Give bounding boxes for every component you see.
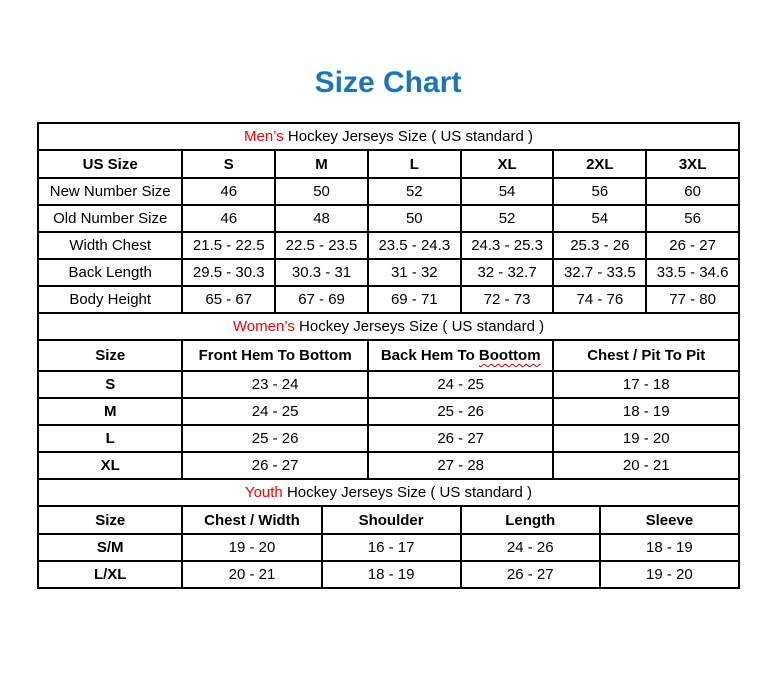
size-value-cell: 69 - 71	[368, 286, 461, 313]
column-header: Shoulder	[322, 506, 461, 534]
size-value-cell: 32 - 32.7	[461, 259, 554, 286]
column-header: US Size	[38, 150, 182, 178]
column-header: 3XL	[646, 150, 739, 178]
size-tables	[37, 122, 740, 589]
size-value-cell: 26 - 27	[461, 561, 600, 588]
size-value-cell: 46	[182, 205, 275, 232]
column-header: XL	[461, 150, 554, 178]
size-value-cell: 67 - 69	[275, 286, 368, 313]
size-value-cell: 52	[461, 205, 554, 232]
size-value-cell: 25.3 - 26	[553, 232, 646, 259]
table-row	[38, 452, 739, 479]
womens-size-table	[37, 312, 740, 480]
table-title-row	[38, 479, 739, 506]
table-title-accent: Youth	[244, 484, 283, 501]
column-header-row	[38, 340, 739, 371]
size-value-cell: 46	[182, 178, 275, 205]
row-label: Body Height	[38, 286, 182, 313]
column-header-row	[38, 150, 739, 178]
size-value-cell: 54	[461, 178, 554, 205]
size-value-cell: 33.5 - 34.6	[646, 259, 739, 286]
size-value-cell: 54	[553, 205, 646, 232]
size-value-cell: 18 - 19	[600, 534, 739, 561]
size-value-cell: 25 - 26	[368, 398, 554, 425]
size-value-cell: 16 - 17	[322, 534, 461, 561]
size-value-cell: 72 - 73	[461, 286, 554, 313]
size-value-cell: 65 - 67	[182, 286, 275, 313]
size-value-cell: 24 - 25	[182, 398, 368, 425]
size-value-cell: 24 - 26	[461, 534, 600, 561]
column-header: Size	[38, 506, 182, 534]
table-title-text: Hockey Jerseys Size ( US standard )	[283, 128, 533, 145]
size-value-cell: 24 - 25	[368, 371, 554, 398]
size-value-cell: 18 - 19	[553, 398, 739, 425]
row-label: New Number Size	[38, 178, 182, 205]
column-header: 2XL	[553, 150, 646, 178]
table-row	[38, 178, 739, 205]
size-value-cell: 18 - 19	[322, 561, 461, 588]
table-title-band	[38, 479, 739, 506]
table-row	[38, 286, 739, 313]
size-value-cell: 56	[646, 205, 739, 232]
table-row	[38, 371, 739, 398]
size-value-cell: 60	[646, 178, 739, 205]
table-title-text: Hockey Jerseys Size ( US standard )	[294, 318, 545, 335]
table-row	[38, 534, 739, 561]
column-header-row	[38, 506, 739, 534]
size-value-cell: 29.5 - 30.3	[182, 259, 275, 286]
size-value-cell: 19 - 20	[553, 425, 739, 452]
table-title-band	[38, 313, 739, 340]
row-label: Old Number Size	[38, 205, 182, 232]
column-header: S	[182, 150, 275, 178]
size-value-cell: 77 - 80	[646, 286, 739, 313]
column-header-text: Back Hem To	[380, 347, 479, 364]
table-row	[38, 398, 739, 425]
size-value-cell: 32.7 - 33.5	[553, 259, 646, 286]
size-value-cell: 27 - 28	[368, 452, 554, 479]
size-value-cell: 20 - 21	[553, 452, 739, 479]
table-row	[38, 259, 739, 286]
table-title-accent: Men’s	[243, 128, 284, 145]
size-value-cell: 50	[368, 205, 461, 232]
size-value-cell: 23 - 24	[182, 371, 368, 398]
size-value-cell: 20 - 21	[182, 561, 321, 588]
size-value-cell: 19 - 20	[182, 534, 321, 561]
table-row	[38, 425, 739, 452]
row-label: L/XL	[38, 561, 182, 588]
size-value-cell: 24.3 - 25.3	[461, 232, 554, 259]
column-header: Front Hem To Bottom	[182, 340, 368, 371]
row-label: Width Chest	[38, 232, 182, 259]
table-row	[38, 232, 739, 259]
table-row	[38, 561, 739, 588]
column-header: L	[368, 150, 461, 178]
column-header	[368, 340, 554, 371]
size-value-cell: 31 - 32	[368, 259, 461, 286]
size-value-cell: 21.5 - 22.5	[182, 232, 275, 259]
column-header: Length	[461, 506, 600, 534]
column-header: Sleeve	[600, 506, 739, 534]
table-title-band	[38, 123, 739, 150]
column-header: Chest / Width	[182, 506, 321, 534]
table-row	[38, 205, 739, 232]
size-value-cell: 56	[553, 178, 646, 205]
size-value-cell: 50	[275, 178, 368, 205]
table-title-row	[38, 123, 739, 150]
size-value-cell: 74 - 76	[553, 286, 646, 313]
size-value-cell: 26 - 27	[646, 232, 739, 259]
table-title-row	[38, 313, 739, 340]
column-header: M	[275, 150, 368, 178]
row-label: L	[38, 425, 182, 452]
table-title-accent: Women’s	[232, 318, 295, 335]
misspelled-word: Boottom	[478, 347, 541, 364]
row-label: XL	[38, 452, 182, 479]
row-label: M	[38, 398, 182, 425]
size-value-cell: 26 - 27	[368, 425, 554, 452]
size-value-cell: 17 - 18	[553, 371, 739, 398]
size-value-cell: 22.5 - 23.5	[275, 232, 368, 259]
column-header: Chest / Pit To Pit	[553, 340, 739, 371]
mens-size-table	[37, 122, 740, 314]
size-value-cell: 30.3 - 31	[275, 259, 368, 286]
row-label: S	[38, 371, 182, 398]
row-label: S/M	[38, 534, 182, 561]
youth-size-table	[37, 478, 740, 589]
size-value-cell: 23.5 - 24.3	[368, 232, 461, 259]
size-value-cell: 25 - 26	[182, 425, 368, 452]
row-label: Back Length	[38, 259, 182, 286]
page-title: Size Chart	[314, 66, 462, 99]
column-header: Size	[38, 340, 182, 371]
size-value-cell: 48	[275, 205, 368, 232]
size-value-cell: 26 - 27	[182, 452, 368, 479]
size-value-cell: 19 - 20	[600, 561, 739, 588]
size-value-cell: 52	[368, 178, 461, 205]
table-title-text: Hockey Jerseys Size ( US standard )	[282, 484, 533, 501]
